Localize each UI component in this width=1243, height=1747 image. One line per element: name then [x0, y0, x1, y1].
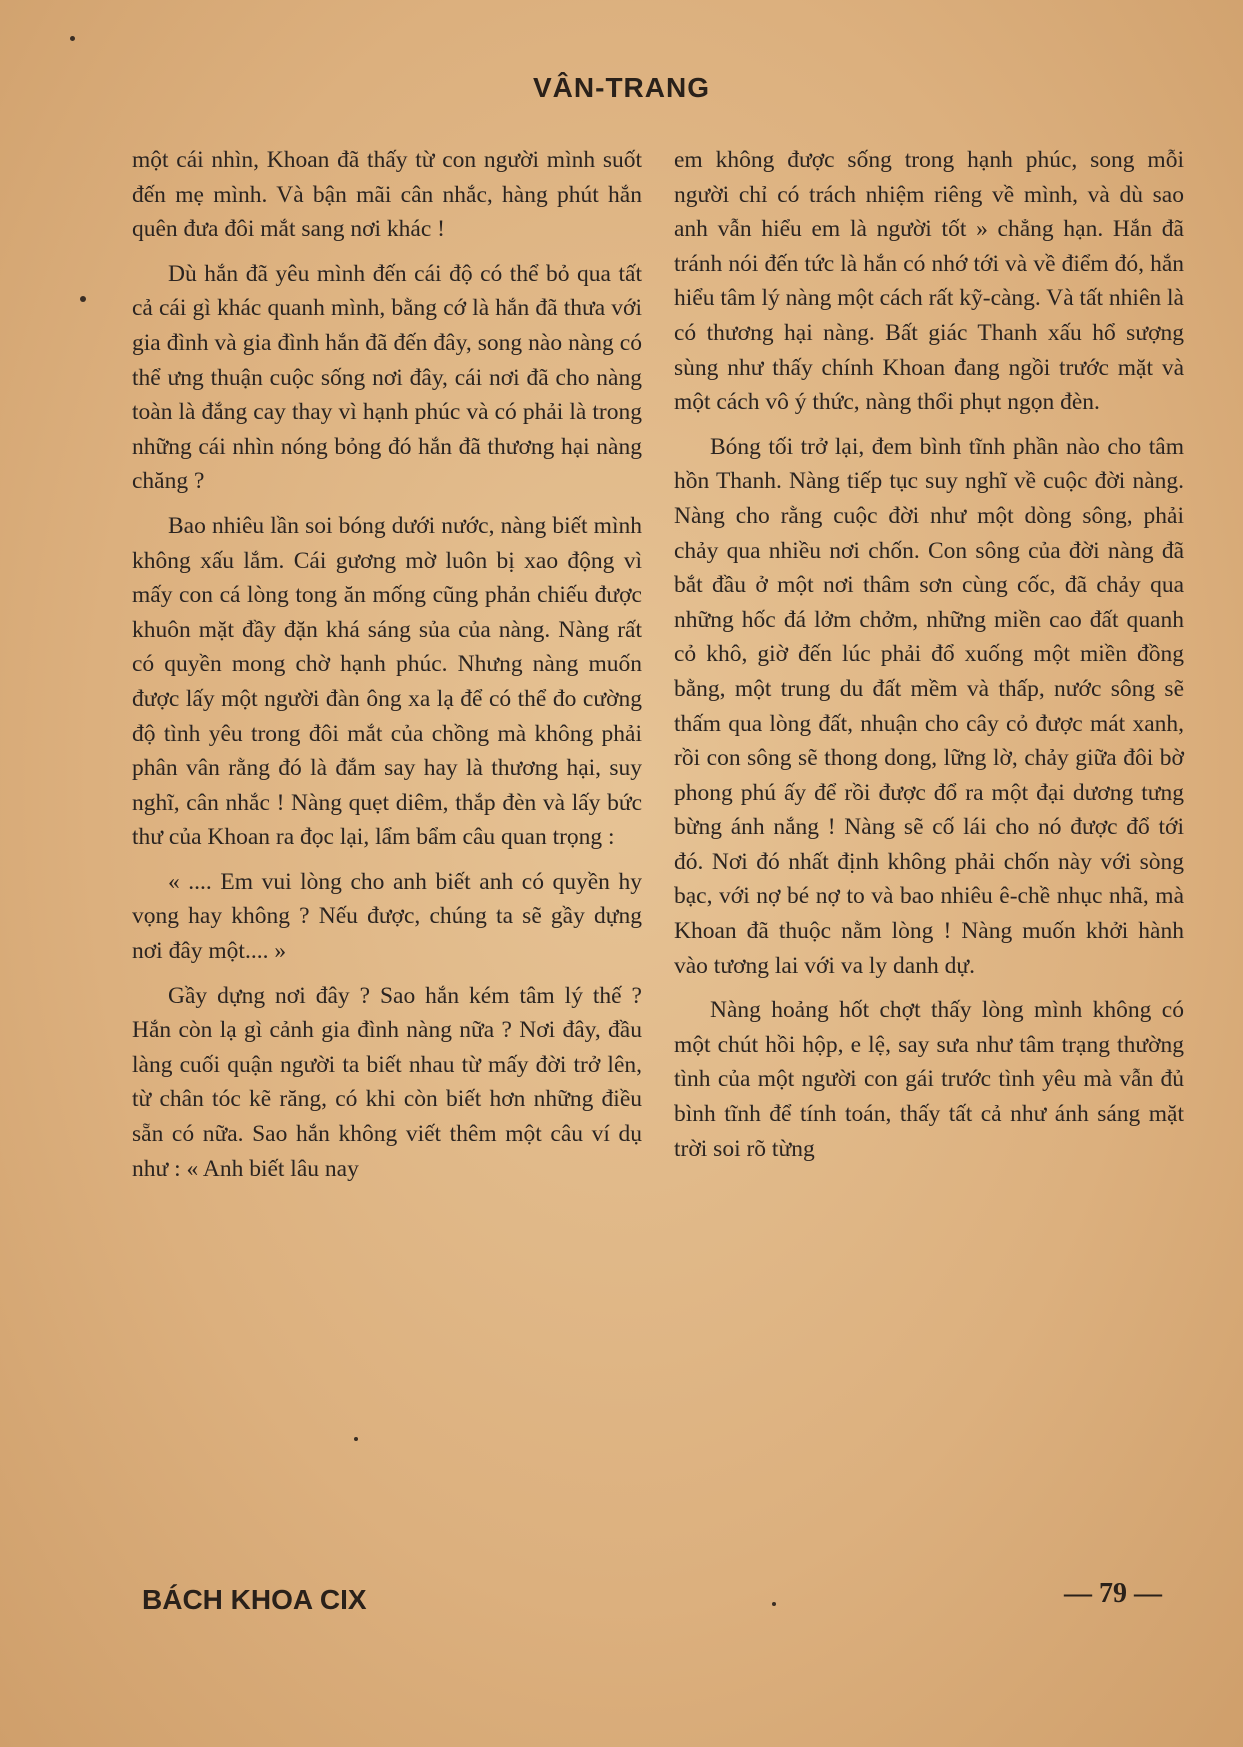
paper-speck: [70, 36, 75, 41]
magazine-issue-label: BÁCH KHOA CIX: [142, 1584, 367, 1615]
page-number: — 79 —: [1064, 1578, 1162, 1609]
paragraph: một cái nhìn, Khoan đã thấy từ con người mình suốt đến mẹ mình. Và bận mãi cân nhắc, hàng phút hắn quên đưa đôi mắt sang nơi khác !: [132, 147, 642, 243]
right-text-column: [674, 143, 1184, 1166]
page-header-title: VÂN-TRANG: [533, 72, 710, 103]
paragraph: Bóng tối trở lại, đem bình tĩnh phần nào cho tâm hồn Thanh. Nàng tiếp tục suy nghĩ về cuộc đời nàng. Nàng cho rằng cuộc đời như một dòng sông, phải chảy qua nhiều nơi chốn. Con sông của đời nàng đã bắt đầu ở một nơi thâm sơn cùng cốc, đã chảy qua những hốc đá lởm chởm, những miền cao đất quanh cỏ khô, giờ đến lúc phải đổ xuống một miền đồng bằng, một trung du đất mềm và thấp, nước sông sẽ thấm qua lòng đất, nhuận cho cây cỏ được mát xanh, rồi con sông sẽ thong dong, lững lờ, chảy giữa đôi bờ phong phú ấy để rồi được đổ ra một đại dương tưng bừng ánh nắng ! Nàng sẽ cố lái cho nó được đổ tới đó. Nơi đó nhất định không phải chốn này với sòng bạc, với nợ bé nợ to và bao nhiêu ê-chề nhục nhã, mà Khoan đã thuộc nằm lòng ! Nàng muốn khởi hành vào tương lai với va ly danh dự.: [674, 433, 1184, 979]
paragraph: Nàng hoảng hốt chợt thấy lòng mình không có một chút hồi hộp, e lệ, say sưa như tâm trạng thường tình của một người con gái trước tình yêu mà vẫn đủ bình tĩnh để tính toán, thấy tất cả như ánh sáng mặt trời soi rõ từng: [674, 997, 1184, 1162]
paper-speck: [80, 296, 86, 302]
paragraph: Bao nhiêu lần soi bóng dưới nước, nàng biết mình không xấu lắm. Cái gương mờ luôn bị xao động vì mấy con cá lòng tong ăn mống cũng phản chiếu được khuôn mặt đầy đặn khá sáng sủa của nàng. Nàng rất có quyền mong chờ hạnh phúc. Nhưng nàng muốn được lấy một người đàn ông xa lạ để có thể đo cường độ tình yêu trong đôi mắt của chồng mà không phải phân vân rằng đó là đắm say hay là thương hại, suy nghĩ, cân nhắc ! Nàng quẹt diêm, thắp đèn và lấy bức thư của Khoan ra đọc lại, lẩm bẩm câu quan trọng :: [132, 512, 642, 851]
paper-speck: [772, 1602, 776, 1606]
left-text-column: [132, 143, 642, 1186]
quoted-letter-paragraph: « .... Em vui lòng cho anh biết anh có quyền hy vọng hay không ? Nếu được, chúng ta sẽ gầy dựng nơi đây một.... »: [132, 868, 642, 965]
paragraph: Gầy dựng nơi đây ? Sao hắn kém tâm lý thế ? Hắn còn lạ gì cảnh gia đình nàng nữa ? Nơi đây, đầu làng cuối quận người ta biết nhau từ mấy đời trở lên, từ chân tóc kẽ răng, có khi còn biết hơn những điều sẵn có nữa. Sao hắn không viết thêm một câu ví dụ như : « Anh biết lâu nay: [132, 982, 642, 1182]
paragraph: Dù hắn đã yêu mình đến cái độ có thể bỏ qua tất cả cái gì khác quanh mình, bằng cớ là hắn đã thưa với gia đình và gia đình hắn đã đến đây, song nào nàng có thể ưng thuận cuộc sống nơi đây, cái nơi đã cho nàng toàn là đắng cay thay vì hạnh phúc và có phải là trong những cái nhìn nóng bỏng đó hắn đã thương hại nàng chăng ?: [132, 260, 642, 495]
paragraph: em không được sống trong hạnh phúc, song mỗi người chỉ có trách nhiệm riêng về mình, và dù sao anh vẫn hiểu em là người tốt » chẳng hạn. Hắn đã tránh nói đến tức là hắn có nhớ tới và về điểm đó, hắn hiểu tâm lý nàng một cách rất kỹ-càng. Và tất nhiên là có thương hại nàng. Bất giác Thanh xấu hổ sượng sùng như thấy chính Khoan đang ngồi trước mặt và một cách vô ý thức, nàng thổi phụt ngọn đèn.: [674, 147, 1184, 416]
paper-speck: [354, 1437, 358, 1441]
